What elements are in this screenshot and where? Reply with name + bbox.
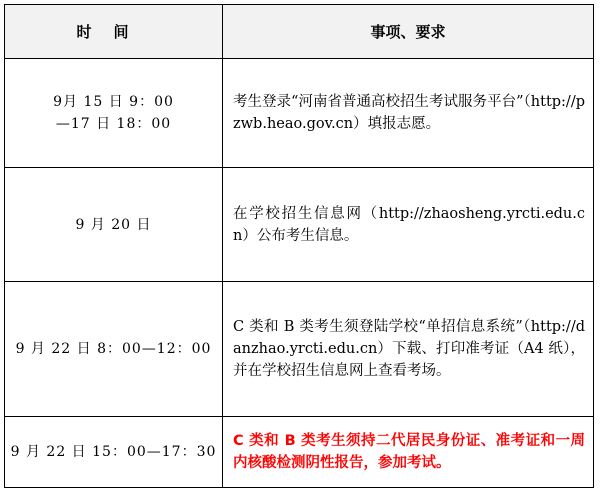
requirement-cell: 考生登录“河南省普通高校招生考试服务平台”（http://pzwb.heao.gov.cn）填报志愿。 (223, 59, 594, 168)
time-line: 9 月 22 日 15：00—17：30 (10, 444, 217, 460)
table-header-row (5, 5, 594, 59)
schedule-table (4, 4, 594, 488)
time-cell (5, 168, 223, 282)
time-cell (5, 59, 223, 168)
time-line: 9月 15 日 9：00 (53, 94, 174, 110)
table-row (5, 282, 594, 417)
table-row (5, 417, 594, 488)
requirement-cell-highlighted: C 类和 B 类考生须持二代居民身份证、准考证和一周内核酸检测阴性报告，参加考试。 (223, 417, 594, 488)
header-time: 时间 (5, 5, 223, 59)
requirement-cell: C 类和 B 类考生须登陆学校“单招信息系统”（http://danzhao.yrcti.edu.cn）下载、打印准考证（A4 纸），并在学校招生信息网上查看考场。 (223, 282, 594, 417)
header-requirements: 事项、要求 (223, 5, 594, 59)
time-cell (5, 282, 223, 417)
requirement-cell: 在学校招生信息网（http://zhaosheng.yrcti.edu.cn）公布考生信息。 (223, 168, 594, 282)
time-cell (5, 417, 223, 488)
time-line: —17 日 18：00 (55, 116, 172, 132)
time-line: 9 月 22 日 8：00—12：00 (15, 341, 212, 357)
table-row (5, 59, 594, 168)
table-row (5, 168, 594, 282)
time-line: 9 月 20 日 (75, 216, 152, 233)
